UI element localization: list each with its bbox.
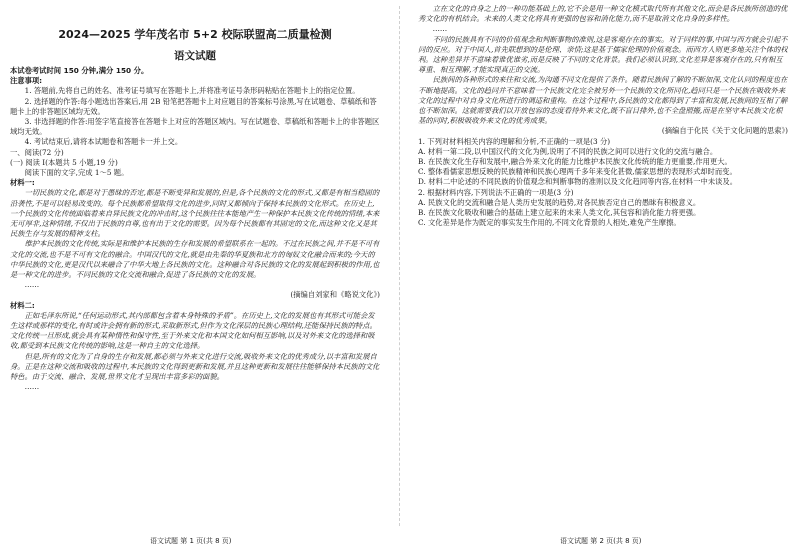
notes-heading: 注意事项:: [10, 76, 43, 86]
note-3: 3. 非选择题的作答:用签字笔直接答在答题卡上对应的答题区域内。写在试题卷、草稿纸和答题卡上的非答题区域均无效。: [10, 117, 380, 137]
question-2-option-a: A. 民族文化的交流和融合是人类历史发展的趋势,对各民族否定自己的愚昧有积极意义。: [418, 197, 701, 207]
section-sub-heading: (一) 阅读 Ⅰ(本题共 5 小题,19 分): [10, 157, 118, 167]
material1-paragraph: 维护本民族的文化传统,实际是和维护本民族的生存和发展的希望联系在一起的。不过在民族之间,并不是不可有文化的交流,也不是不可有文化的融合。中国汉代的文化,就是由先秦的华夏族和北方的匈奴文化融合而来的;今天的中华民族的文化,更是汉代以来融合了中华大地上各民族的文化。这种融合对各民族的文化的发展起到积极的作用,也是一种文化的进步。不同民族的文化交流和融合,促进了各民族的文化的发展。: [10, 239, 380, 280]
material2-paragraph: 但是,所有的文化为了自身的生存和发展,都必须与外来文化进行交流,吸收外来文化的优秀成分,以丰富和发展自身。正是在这种交流和吸收的过程中,本民族的文化得到更新和发展,并且这种更新和发展往往能够保持本民族的文化特色。由于交流、融合、发展,世界文化才呈现出丰富多彩的面貌。: [10, 351, 380, 382]
note-2: 2. 选择题的作答:每小题选出答案后,用 2B 铅笔把答题卡上对应题目的答案标号涂黑,写在试题卷、草稿纸和答题卡上的非答题区域均无效。: [10, 96, 377, 116]
material-paragraph: 民族间的各种形式的来往和交流,为沟通不同文化提供了条件。随着民族间了解的不断加深,文化认同的程度也在不断地提高。文化的趋同并不意味着一个民族文化完全被另外一个民族的文化所同化,趋同只是一个民族在吸收外来文化的过程中对自身文化所进行的调适和重构。在这个过程中,各民族的文化都得到了丰富和发展,民族间的互相了解也不断加深。这就需要我们以开放包容的态度看待外来文化,既不盲目排外,也不全盘照搬,而是在坚守本民族文化根基的同时,积极吸收外来文化的优秀成果。: [418, 75, 788, 126]
material-source: (摘编自于化民《关于文化问题的思索》): [661, 126, 788, 136]
question-2-option-b: B. 在民族文化吸收和融合的基础上建立起来的未来人类文化,其包容和消化能力将更强。: [418, 208, 701, 218]
column-divider: [399, 6, 400, 526]
question-1-option-a: A. 材料一第二段,以中国汉代的文化为例,说明了不同的民族之间可以进行文化的交流与融合。: [418, 146, 718, 156]
material1-label: 材料一:: [10, 178, 35, 188]
material2-label: 材料二:: [10, 300, 35, 310]
material1-paragraph: 一切民族的文化,都是对于愚昧的否定,都是不断变异和发展的,但是,各个民族的文化的形式,又都是有相当稳固的沿袭性,不是可以轻易改变的。每个民族都希望取得文化的进步,同时又都倾向于保持本民族的文化形式。在历史上,一个民族的文化传统面临着来自异民族文化的冲击时,这个民族往往本能地产生一种保护本民族文化传统的情绪,本来无可厚非,这种情绪,不仅出于民族的自尊,也有出于文化的需要。因为每个民族都有其固定的文化,而这种文化又是其民族生存与发展的精神支柱。: [10, 188, 380, 239]
section-instruction: 阅读下面的文字,完成 1～5 题。: [24, 168, 129, 178]
page-footer-left: 语文试题 第 1 页(共 8 页): [150, 537, 232, 545]
question-2-stem: 2. 根据材料内容,下列说法不正确的一项是(3 分): [418, 187, 574, 197]
exam-info: 本试卷考试时间 150 分钟,满分 150 分。: [10, 66, 149, 75]
note-4: 4. 考试结束后,请将本试题卷和答题卡一并上交。: [24, 137, 183, 147]
exam-title: 2024—2025 学年茂名市 5+2 校际联盟高二质量检测: [58, 28, 332, 41]
left-column: [10, 0, 380, 556]
note-1: 1. 答题前,先将自己的姓名、准考证号填写在答题卡上,并将准考证号条形码粘贴在答题卡上的指定位置。: [24, 86, 360, 96]
material-paragraph: ……: [432, 24, 448, 34]
material1-source: (摘编自刘家和《略说文化》): [290, 290, 380, 300]
section-heading: 一、阅读(72 分): [10, 147, 64, 157]
exam-subject: 语文试题: [174, 50, 216, 62]
question-2-option-c: C. 文化差异是作为既定的事实发生作用的,不同文化背景的人相处,难免产生摩擦。: [418, 218, 681, 228]
question-1-option-d: D. 材料二中论述的不同民族的价值观念和判断事物的准则以及文化趋同等内容,在材料一中未谈及。: [418, 177, 738, 187]
material1-paragraph: ……: [24, 280, 40, 290]
right-column: [418, 0, 788, 532]
question-1-option-c: C. 整体看儒家思想反映的民族精神和民族心理两千多年来变化甚微,儒家思想的表现形式却时而变。: [418, 167, 737, 177]
question-1-stem: 1. 下列对材料相关内容的理解和分析,不正确的一项是(3 分): [418, 136, 611, 146]
material-paragraph: 立在文化的自身之上的一种功能基础上的,它不会是用一种文化模式取代所有其他文化,而会是各民族所创造的优秀文化的有机结合。未来的人类文化将具有更强的包容和消化能力,而不是取消文化自身的多样性。: [418, 4, 788, 24]
material2-paragraph: ……: [24, 382, 40, 392]
page-footer-right: 语文试题 第 2 页(共 8 页): [560, 537, 642, 545]
material-paragraph: 不同的民族具有不同的价值观念和判断事物的准则,这是客观存在的事实。对于同样的事,中国与西方就会引起不同的反应。对于中国人,首先联想到的是伦理、亲情;这是基于儒家伦理的价值观念。而西方人则更多地关注个体的权利。这种差异并不意味着谁优谁劣,而是反映了不同的文化背景。我们必须认识到,文化差异是客观存在的,只有相互尊重、相互理解,才能实现真正的交流。: [418, 34, 788, 75]
material2-paragraph: 正如毛泽东所说,“任何运动形式,其内部都包含着本身特殊的矛盾”。在历史上,文化的发展也有其形式可能会发生这样或那样的变化,有时或许会拥有新的形式,采取新形式,但作为文化深层的民族心理结构,还能保持民族的特点。文化传统一旦形成,就会具有某种惰性和保守性,至于外来文化和本国文化如何相互影响,以及对外来文化的选择和吸收,都受到本民族文化传统的影响,这是一种自主的文化选择。: [10, 310, 377, 351]
question-1-option-b: B. 在民族文化生存和发展中,融合外来文化的能力比维护本民族文化传统的能力更重要,作用更大。: [418, 157, 732, 167]
